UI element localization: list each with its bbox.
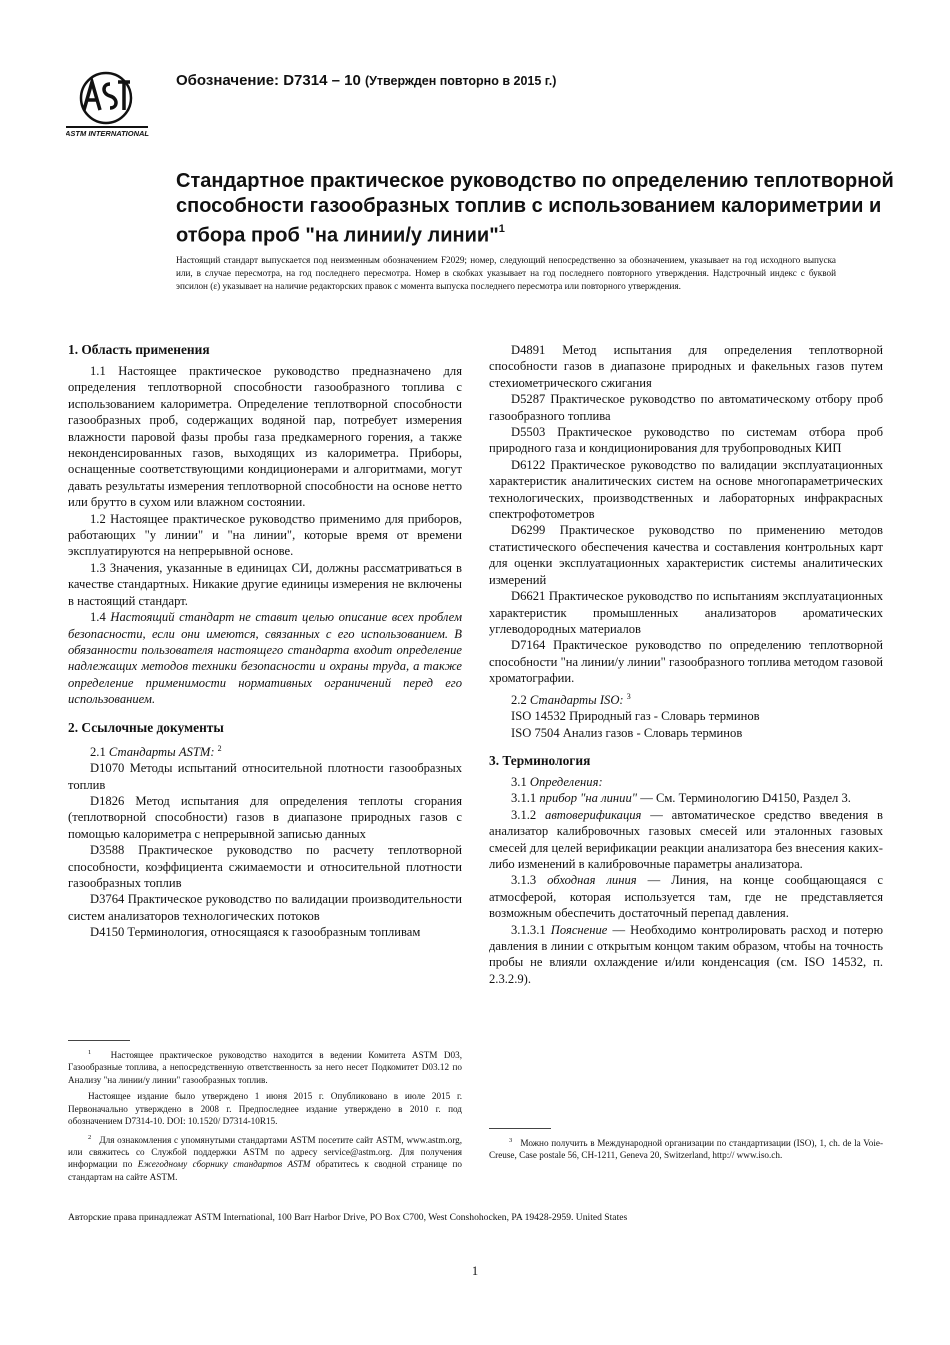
iso-14532: ISO 14532 Природный газ - Словарь терминов bbox=[511, 709, 760, 724]
title-footnote-ref: 1 bbox=[498, 223, 505, 235]
ref-d7164: D7164 Практическое руководство по определению теплотворной способности "на линии/у линии" газообразного топлива методом газовой хроматографии. bbox=[489, 638, 883, 686]
section-3-heading: 3. Терминология bbox=[489, 752, 591, 768]
term-3-1-2 bbox=[489, 807, 883, 873]
term-3-1-1-term: прибор "на линии" bbox=[539, 791, 638, 806]
footnote-1 bbox=[68, 1047, 462, 1086]
footnote-1-text: Настоящее практическое руководство находится в ведении Комитета ASTM D03, Газообразные топлива, а непосредственную ответственность за него несет Подкомитет D03.12 по Анализу "на линии/у линии" газообразных топлив. bbox=[68, 1050, 462, 1085]
document-title bbox=[176, 169, 896, 249]
para-1-1: 1.1 Настоящее практическое руководство предназначено для определения теплотворной способности газообразного топлива с использованием калориметра. Определение теплотворной способности газообразных проб, содержащих водяной пар, потребует измерения влажности паровой фазы пробы газа предкамерного горения, а также неконденсированных газов, выходящих из калориметра. Приборы, оснащенные соответствующими кондиционерами и алгоритмами, могут давать результаты измерения теплотворной способности на основе нетто или брутто в сухом или влажном состоянии. bbox=[68, 364, 462, 510]
para-3-1-label: Определения: bbox=[529, 774, 603, 789]
term-3-1-3-num: 3.1.3 bbox=[511, 873, 548, 888]
para-2-1-label: Стандарты ASTM: bbox=[108, 744, 215, 759]
ref-d6122: D6122 Практическое руководство по валидации эксплуатационных характеристик аналитических систем на основе многопараметрических технологических, производственных и лабораторных инфракрасных спектрофотометров bbox=[489, 457, 883, 522]
para-3-1 bbox=[489, 774, 883, 790]
footnote-1-edition: Настоящее издание было утверждено 1 июня 2015 г. Опубликовано в июле 2015 г. Первоначально утверждено в 2008 г. Предпоследнее издание утверждено в 2010 г. под обозначением D7314-10. DOI: 10.1520/ D7314-10R15. bbox=[68, 1091, 462, 1127]
para-2-1-num: 2.1 bbox=[90, 744, 109, 759]
footnote-2-text-b: обратитесь к сводной странице по стандартам на сайте ASTM. bbox=[68, 1159, 463, 1182]
logo-wordmark: ASTM INTERNATIONAL bbox=[66, 129, 150, 138]
ref-d4891: D4891 Метод испытания для определения теплотворной способности газов в диапазоне природных и факельных газов путем стехиометрического сжигания bbox=[489, 343, 883, 390]
footnote-2 bbox=[68, 1132, 462, 1184]
reapproved-note: (Утвержден повторно в 2015 г.) bbox=[364, 74, 557, 88]
footnotes-right bbox=[489, 1128, 883, 1166]
ref-d1826: D1826 Метод испытания для определения теплоты сгорания (теплотворной способности) газов в диапазоне природных газов с помощью калориметра с непрерывной записью данных bbox=[68, 793, 462, 841]
para-1-3: 1.3 Значения, указанные в единицах СИ, должны рассматриваться в качестве стандартных. Никакие другие единицы измерения не включены в настоящий стандарт. bbox=[68, 560, 462, 608]
term-3-1-3-text: — Линия, на конце сообщающаяся с атмосферой, которая используется там, где не представляется возможным обеспечить достаточный перепад давления. bbox=[489, 873, 884, 921]
term-3-1-1-text: — См. Терминологию D4150, Раздел 3. bbox=[637, 791, 851, 806]
intro-note: Настоящий стандарт выпускается под неизменным обозначением F2029; номер, следующий непосредственно за обозначением, указывает на год исходного выпуска или, в случае пересмотра, на год последнего пересмотра. Номер в скобках указывает на год последнего повторного утверждения. Надстрочный индекс с буквой эпсилон (ε) указывает на наличие редакторских правок с момента выпуска последнего пересмотра или повторного утверждения. bbox=[176, 255, 836, 291]
title-text: Стандартное практическое руководство по определению теплотворной способности газообразных топлив с использованием калориметрии и отбора проб "на линии/у линии" bbox=[176, 170, 894, 247]
footnotes-left bbox=[68, 1040, 462, 1187]
para-2-2-sup: 3 bbox=[626, 691, 631, 701]
para-1-4-text: Настоящий стандарт не ставит целью описание всех проблем безопасности, если они имеются, связанных с его использованием. В обязанности пользователя настоящего стандарта входит определение надлежащих методов техники безопасности и охраны труда, а также определение применимости нормативных ограничений перед его использованием. bbox=[68, 610, 462, 707]
term-3-1-3-1 bbox=[489, 922, 883, 988]
footnote-2-text-a: Для ознакомления с упомянутыми стандартами ASTM посетите сайт ASTM, www.astm.org, или свяжитесь со Службой поддержки ASTM по адресу service@astm.org. Для получения информации по bbox=[68, 1134, 463, 1170]
right-column bbox=[489, 342, 883, 987]
term-3-1-2-num: 3.1.2 bbox=[511, 807, 546, 822]
para-1-4 bbox=[68, 609, 462, 707]
footnote-1-sup: 1 bbox=[88, 1049, 92, 1056]
term-3-1-1 bbox=[489, 790, 883, 806]
ref-d6299: D6299 Практическое руководство по применению методов статистического обеспечения качества и составления контрольных карт для оценки эксплуатационных характеристик системы аналитических измерений bbox=[489, 523, 883, 587]
ref-d3588: D3588 Практическое руководство по расчету теплотворной способности, коэффициента сжимаемости и относительной плотности газообразных топлив bbox=[68, 843, 462, 890]
term-3-1-3-1-term: Пояснение bbox=[550, 922, 608, 937]
para-1-4-num: 1.4 bbox=[90, 610, 111, 625]
para-2-1 bbox=[68, 741, 462, 761]
ref-d4150: D4150 Терминология, относящаяся к газообразным топливам bbox=[90, 925, 421, 940]
designation bbox=[176, 72, 556, 89]
footnote-3 bbox=[489, 1135, 883, 1162]
term-3-1-3-1-text: — Необходимо контролировать расход и потерю давления в линии с открытым концом таким образом, чтобы на точность пробы не влияли охлаждение и/или конденсация (см. ISO 14532, п. 2.3.2.9). bbox=[489, 922, 884, 986]
para-3-1-num: 3.1 bbox=[511, 774, 530, 789]
ref-d3764: D3764 Практическое руководство по валидации производительности систем анализаторов технологических потоков bbox=[68, 892, 462, 923]
ref-d1070: D1070 Методы испытаний относительной плотности газообразных топлив bbox=[68, 761, 462, 792]
designation-code: Обозначение: D7314 – 10 bbox=[176, 72, 361, 89]
para-2-2-label: Стандарты ISO: bbox=[529, 692, 624, 707]
term-3-1-1-num: 3.1.1 bbox=[511, 791, 540, 806]
term-3-1-2-term: автоверификация bbox=[545, 807, 642, 822]
page-number: 1 bbox=[471, 1264, 479, 1278]
left-column bbox=[68, 342, 462, 941]
term-3-1-3 bbox=[489, 872, 883, 921]
para-2-1-sup: 2 bbox=[217, 743, 222, 753]
section-1-heading: 1. Область применения bbox=[68, 342, 210, 357]
ref-d5503: D5503 Практическое руководство по системам отбора проб природного газа и кондиционирования для трубопроводных КИП bbox=[489, 425, 883, 456]
iso-7504: ISO 7504 Анализ газов - Словарь терминов bbox=[511, 725, 743, 740]
astm-logo bbox=[66, 70, 150, 138]
footnote-3-text: Можно получить в Международной организации по стандартизации (ISO), 1, ch. de la Voie-Creuse, Case postale 56, CH-1211, Geneva 20, Switzerland, http:// www.iso.ch. bbox=[489, 1138, 884, 1161]
term-3-1-2-text: — автоматическое средство введения в анализатор калибровочных газовых смесей или эталонных газовых смесей для целей верификации реакции анализатора без внесения каких-либо изменений в калибровочные параметры анализатора. bbox=[489, 807, 883, 871]
term-3-1-3-term: обходная линия bbox=[547, 873, 637, 888]
copyright-line: Авторские права принадлежат ASTM International, 100 Barr Harbor Drive, PO Box C700, West Conshohocken, PA 19428-2959. United States bbox=[68, 1212, 628, 1223]
footnote-divider bbox=[68, 1040, 130, 1041]
para-1-2: 1.2 Настоящее практическое руководство применимо для приборов, работающих "у линии" и "на линии", которые время от времени эксплуатируются на непрерывной основе. bbox=[68, 511, 462, 559]
section-2-heading: 2. Ссылочные документы bbox=[68, 719, 224, 735]
para-2-2-num: 2.2 bbox=[511, 692, 530, 707]
ref-d5287: D5287 Практическое руководство по автоматическому отбору проб газообразного топлива bbox=[489, 392, 883, 423]
term-3-1-3-1-num: 3.1.3.1 bbox=[511, 922, 551, 937]
footnote-2-italic: Ежегодному сборнику стандартов ASTM bbox=[137, 1159, 311, 1170]
footnote-3-sup: 3 bbox=[509, 1137, 513, 1144]
ref-d6621: D6621 Практическое руководство по испытаниям эксплуатационных характеристик промышленных анализаторов ароматических углеводородных материалов bbox=[489, 589, 883, 636]
para-2-2 bbox=[489, 689, 883, 709]
footnote-divider-right bbox=[489, 1128, 551, 1129]
footnote-2-sup: 2 bbox=[88, 1133, 92, 1141]
